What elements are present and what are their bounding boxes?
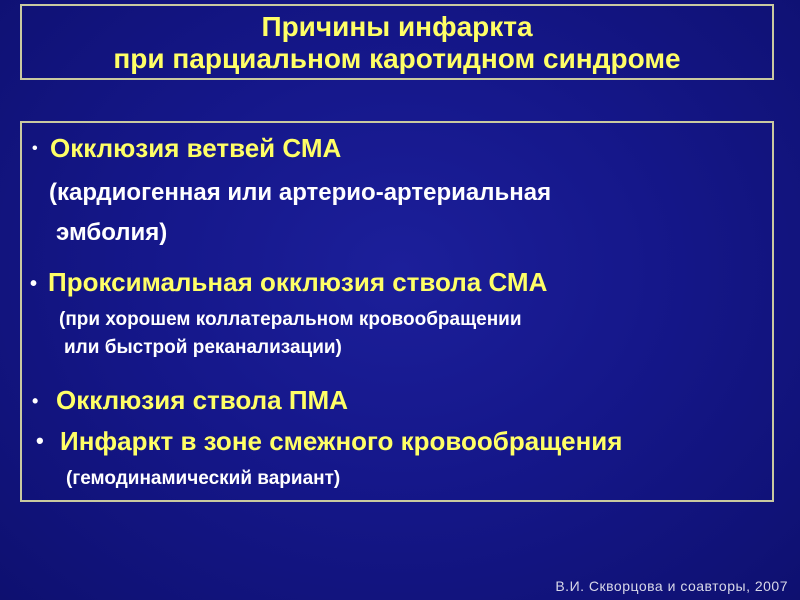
bullet-3: • (32, 391, 39, 411)
slide-title-line-2: при парциальном каротидном синдроме (113, 43, 681, 74)
bullet-4: • (36, 428, 44, 453)
slide-title-box (20, 4, 774, 80)
item-4-detail-line-1: (гемодинамический вариант) (66, 468, 341, 489)
item-1-heading: Окклюзия ветвей СМА (50, 133, 342, 163)
item-1-detail-line-2: эмболия) (56, 219, 168, 246)
item-2-heading: Проксимальная окклюзия ствола СМА (48, 267, 548, 297)
item-2-detail-line-2: или быстрой реканализации) (64, 337, 342, 358)
item-4-heading: Инфаркт в зоне смежного кровообращения (60, 426, 623, 456)
slide-content-box (20, 121, 774, 502)
author-credit: В.И. Скворцова и соавторы, 2007 (555, 578, 788, 594)
item-1-detail-line-1: (кардиогенная или артерио-артериальная (49, 179, 552, 206)
item-2-detail-line-1: (при хорошем коллатеральном кровообращении (59, 309, 522, 330)
bullet-1: • (32, 140, 38, 157)
bullet-2: • (30, 273, 38, 295)
item-3-heading: Окклюзия ствола ПМА (56, 385, 348, 415)
slide-title-line-1: Причины инфаркта (261, 11, 533, 42)
